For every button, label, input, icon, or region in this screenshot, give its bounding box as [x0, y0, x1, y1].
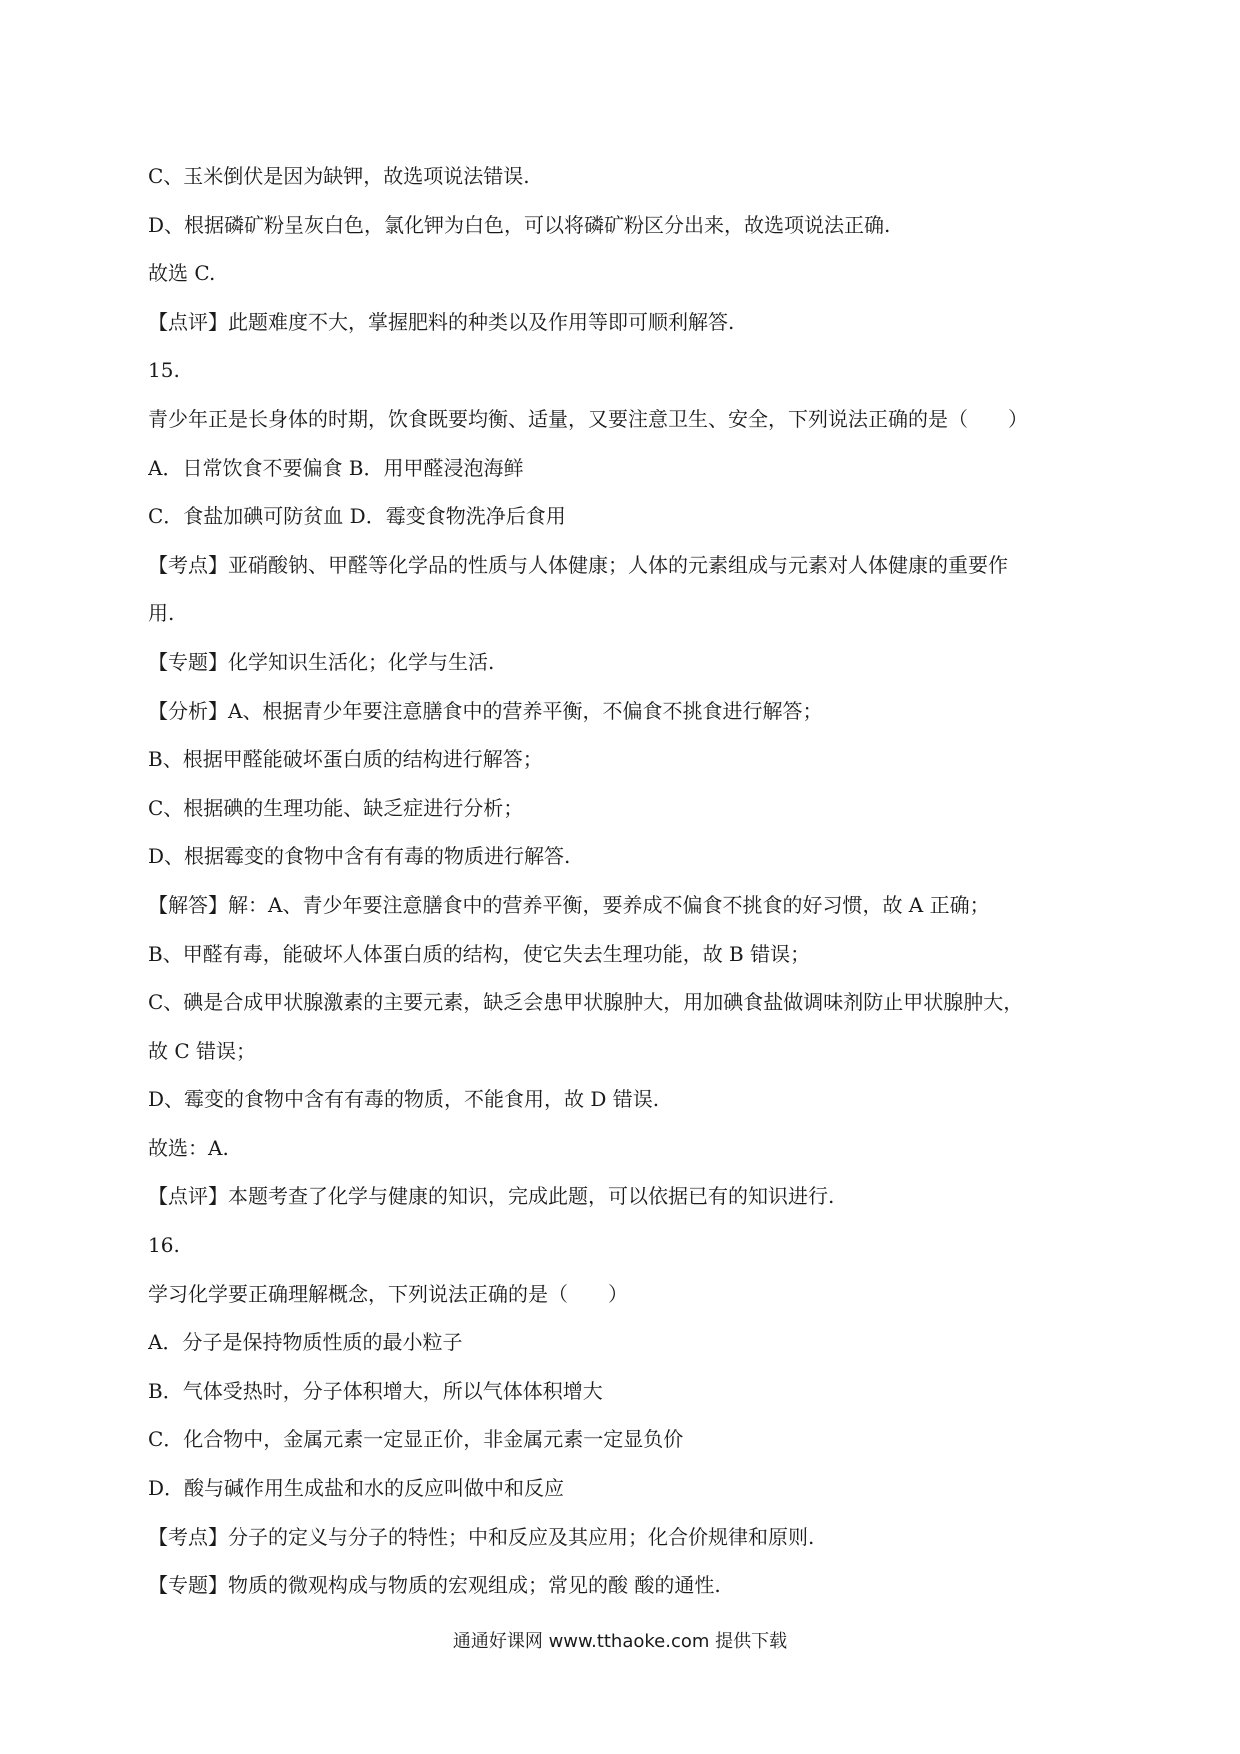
- question-16-option-c: C．化合物中，金属元素一定显正价，非金属元素一定显负价: [148, 1427, 684, 1452]
- question-15-solution-c-cont: 故 C 错误；: [148, 1038, 257, 1063]
- question-15-review: 【点评】本题考查了化学与健康的知识，完成此题，可以依据已有的知识进行.: [148, 1184, 835, 1209]
- question-16-stem: 学习化学要正确理解概念，下列说法正确的是（ ）: [148, 1281, 628, 1306]
- question-15-analysis-b: B、根据甲醛能破坏蛋白质的结构进行解答；: [148, 747, 543, 772]
- question-15-solution-d: D、霉变的食物中含有有毒的物质，不能食用，故 D 错误.: [148, 1087, 660, 1112]
- question-16-option-a: A．分子是保持物质性质的最小粒子: [148, 1330, 463, 1355]
- question-15-solution-c: C、碘是合成甲状腺激素的主要元素，缺乏会患甲状腺肿大，用加碘食盐做调味剂防止甲状腺肿大，: [148, 990, 1024, 1015]
- question-15-analysis-a: 【分析】A、根据青少年要注意膳食中的营养平衡，不偏食不挑食进行解答；: [148, 698, 823, 723]
- review-note: 【点评】此题难度不大，掌握肥料的种类以及作用等即可顺利解答.: [148, 309, 735, 334]
- question-16-subject: 【专题】物质的微观构成与物质的宏观组成；常见的酸 酸的通性.: [148, 1573, 721, 1598]
- page-footer: 通通好课网 www.tthaoke.com 提供下载: [452, 1631, 788, 1652]
- question-15-topic-cont: 用.: [148, 601, 175, 626]
- answer-choice: 故选 C.: [148, 261, 216, 286]
- question-15-analysis-d: D、根据霉变的食物中含有有毒的物质进行解答.: [148, 844, 571, 869]
- question-15-solution-a: 【解答】解：A、青少年要注意膳食中的营养平衡，要养成不偏食不挑食的好习惯，故 A 正确；: [148, 892, 990, 917]
- question-16-topic: 【考点】分子的定义与分子的特性；中和反应及其应用；化合价规律和原则.: [148, 1524, 815, 1549]
- question-15-subject: 【专题】化学知识生活化；化学与生活.: [148, 649, 495, 674]
- question-15-solution-b: B、甲醛有毒，能破坏人体蛋白质的结构，使它失去生理功能，故 B 错误；: [148, 941, 811, 966]
- answer-option-d: D、根据磷矿粉呈灰白色，氯化钾为白色，可以将磷矿粉区分出来，故选项说法正确.: [148, 212, 891, 237]
- question-16-option-d: D．酸与碱作用生成盐和水的反应叫做中和反应: [148, 1476, 565, 1501]
- question-number-15: 15.: [148, 358, 180, 383]
- question-15-analysis-c: C、根据碘的生理功能、缺乏症进行分析；: [148, 795, 524, 820]
- question-15-options-cd: C．食盐加碘可防贫血 D．霉变食物洗净后食用: [148, 504, 566, 529]
- question-15-stem: 青少年正是长身体的时期，饮食既要均衡、适量，又要注意卫生、安全，下列说法正确的是（ ）: [148, 406, 1028, 431]
- answer-option-c: C、玉米倒伏是因为缺钾，故选项说法错误.: [148, 164, 530, 188]
- question-15-answer: 故选：A.: [148, 1135, 229, 1160]
- question-15-options-ab: A．日常饮食不要偏食 B．用甲醛浸泡海鲜: [148, 455, 524, 480]
- question-number-16: 16.: [148, 1233, 180, 1258]
- question-15-topic: 【考点】亚硝酸钠、甲醛等化学品的性质与人体健康；人体的元素组成与元素对人体健康的重要作: [148, 552, 1008, 577]
- question-16-option-b: B．气体受热时，分子体积增大，所以气体体积增大: [148, 1378, 603, 1403]
- document-body: [148, 152, 1108, 1610]
